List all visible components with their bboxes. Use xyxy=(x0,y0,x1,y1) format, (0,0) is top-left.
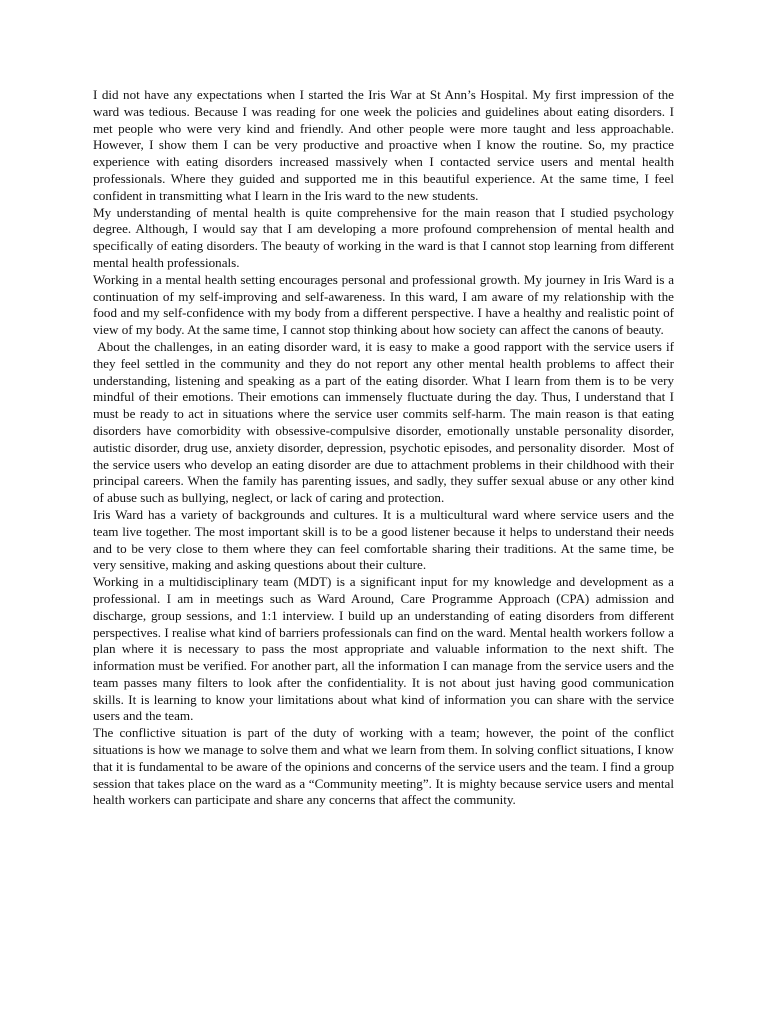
paragraph-conflict-situations: The conflictive situation is part of the duty of working with a team; however, the point of the conflict situations is how we manage to solve them and what we learn from them. In solving conflict situations, I know that it is fundamental to be aware of the opinions and concerns of the service users and the team. I find a group session that takes place on the ward as a “Community meeting”. It is mighty because service users and mental health workers can participate and share any concerns that affect the community. xyxy=(93,725,674,808)
document-page xyxy=(93,87,678,809)
paragraph-personal-growth: Working in a mental health setting encourages personal and professional growth. My journey in Iris Ward is a continuation of my self-improving and self-awareness. In this ward, I am aware of my relationship with the food and my self-confidence with my body from a different perspective. I have a healthy and realistic point of view of my body. At the same time, I cannot stop thinking about how society can affect the canons of beauty. xyxy=(93,271,674,338)
paragraph-first-impressions: I did not have any expectations when I started the Iris War at St Ann’s Hospital. My first impression of the ward was tedious. Because I was reading for one week the policies and guidelines about eating disorders. I met people who were very kind and friendly. And other people were more taught and less approachable. However, I show them I can be very productive and proactive when I know the routine. So, my practice experience with eating disorders increased massively when I contacted service users and mental health professionals. Where they guided and supported me in this beautiful experience. At the same time, I feel confident in transmitting what I learn in the Iris ward to the new students. xyxy=(93,87,674,203)
paragraph-multidisciplinary-team: Working in a multidisciplinary team (MDT) is a significant input for my knowledge and development as a professional. I am in meetings such as Ward Around, Care Programme Approach (CPA) admission and discharge, group sessions, and 1:1 interview. I build up an understanding of eating disorders from different perspectives. I realise what kind of barriers professionals can find on the ward. Mental health workers follow a plan where it is necessary to pass the most appropriate and valuable information to the next shift. The information must be verified. For another part, all the information I can manage from the service users and the team passes many filters to look after the confidentiality. It is not about just having good communication skills. It is learning to know your limitations about what kind of information you can share with the service users and the team. xyxy=(93,574,674,724)
paragraph-challenges: About the challenges, in an eating disorder ward, it is easy to make a good rapport with the service users if they feel settled in the community and they do not report any other mental health problems to affect their understanding, listening and speaking as a part of the eating disorder. What I learn from them is to be very mindful of their emotions. Their emotions can immensely fluctuate during the day. Thus, I understand that I must be ready to act in situations where the service user commits self-harm. The main reason is that eating disorders have comorbidity with obsessive-compulsive disorder, emotionally unstable personality disorder, autistic disorder, drug use, anxiety disorder, depression, psychotic episodes, and personality disorder. Most of the service users who develop an eating disorder are due to attachment problems in their childhood with their principal careers. When the family has parenting issues, and sadly, they suffer sexual abuse or any other kind of abuse such as bullying, neglect, or lack of caring and protection. xyxy=(93,338,678,506)
paragraph-understanding-mental-health: My understanding of mental health is quite comprehensive for the main reason that I studied psychology degree. Although, I would say that I am developing a more profound comprehension of mental health and specifically of eating disorders. The beauty of working in the ward is that I cannot stop learning from different mental health professionals. xyxy=(93,204,674,270)
paragraph-multicultural-ward: Iris Ward has a variety of backgrounds and cultures. It is a multicultural ward where service users and the team live together. The most important skill is to be a good listener because it helps to understand their needs and to be very close to them where they can feel comfortable sharing their traditions. At the same time, be very sensitive, making and asking questions about their culture. xyxy=(93,506,674,573)
